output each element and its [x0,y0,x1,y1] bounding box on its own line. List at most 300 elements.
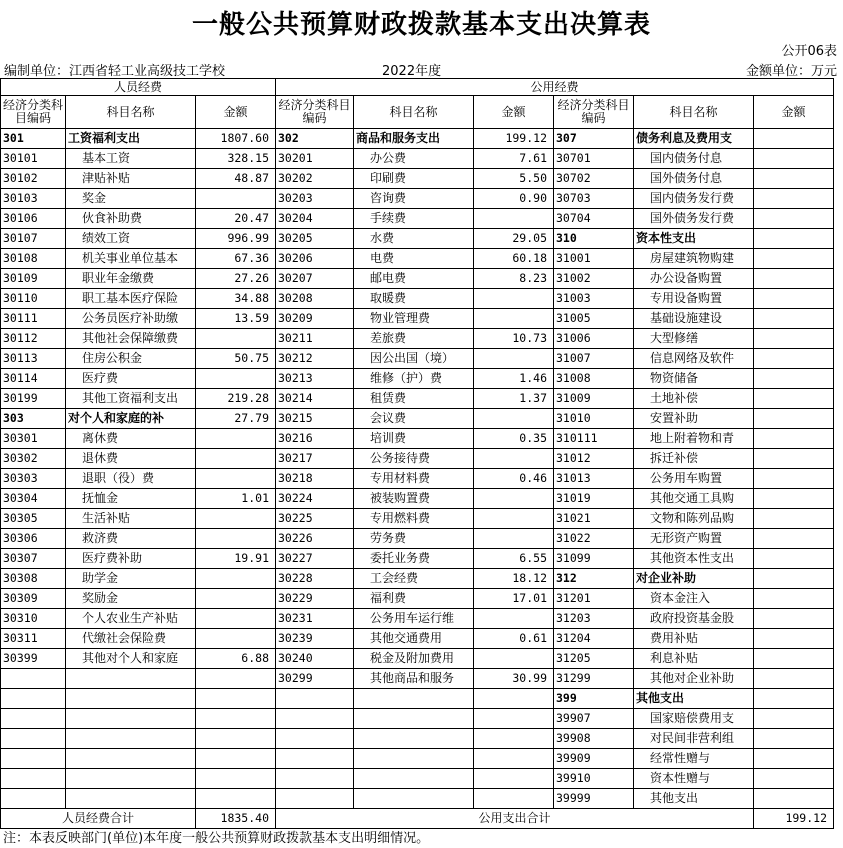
item-code: 30227 [276,549,354,569]
item-name: 职业年金缴费 [66,269,196,289]
item-amount [196,689,276,709]
table-row [1,369,834,389]
item-name [354,729,474,749]
item-name: 物资储备 [634,369,754,389]
item-name: 地上附着物和青 [634,429,754,449]
item-code: 31022 [554,529,634,549]
item-code: 31006 [554,329,634,349]
item-code: 30224 [276,489,354,509]
item-name: 抚恤金 [66,489,196,509]
item-code: 31203 [554,609,634,629]
item-code: 39908 [554,729,634,749]
item-name: 因公出国（境） [354,349,474,369]
item-code: 30209 [276,309,354,329]
item-code: 39907 [554,709,634,729]
table-row [1,129,834,149]
reporting-unit: 编制单位：江西省轻工业高级技工学校 [4,64,226,79]
item-name: 奖金 [66,189,196,209]
item-code: 39909 [554,749,634,769]
item-code: 31204 [554,629,634,649]
item-amount [754,749,834,769]
item-code: 30106 [1,209,66,229]
item-name: 个人农业生产补贴 [66,609,196,629]
item-code: 30202 [276,169,354,189]
item-code: 30701 [554,149,634,169]
item-amount [754,309,834,329]
item-name [354,749,474,769]
amount-header: 金额 [196,96,276,129]
item-amount [754,349,834,369]
personnel-total-value: 1835.40 [196,809,276,829]
item-name: 租赁费 [354,389,474,409]
item-name: 会议费 [354,409,474,429]
item-amount [754,489,834,509]
fiscal-year: 2022年度 [382,64,442,79]
item-code: 31021 [554,509,634,529]
item-name [354,769,474,789]
table-row [1,589,834,609]
item-code [276,769,354,789]
item-amount: 50.75 [196,349,276,369]
table-row [1,569,834,589]
item-name: 职工基本医疗保险 [66,289,196,309]
item-code: 31019 [554,489,634,509]
item-name: 国外债务付息 [634,169,754,189]
item-name: 工资福利支出 [66,129,196,149]
item-amount [196,669,276,689]
table-row [1,549,834,569]
item-code [276,749,354,769]
item-code: 30306 [1,529,66,549]
item-code [1,749,66,769]
item-code: 30214 [276,389,354,409]
item-code: 31009 [554,389,634,409]
item-amount [754,529,834,549]
code-header: 经济分类科目编码 [276,96,354,129]
amount-unit: 金额单位：万元 [745,64,837,79]
group-header-row [1,79,834,96]
item-name: 专用燃料费 [354,509,474,529]
item-code: 31012 [554,449,634,469]
item-code: 30201 [276,149,354,169]
item-name: 咨询费 [354,189,474,209]
item-name: 劳务费 [354,529,474,549]
code-header: 经济分类科目编码 [554,96,634,129]
item-name: 对民间非营利组 [634,729,754,749]
item-name: 公务接待费 [354,449,474,469]
item-name: 退职（役）费 [66,469,196,489]
item-amount: 20.47 [196,209,276,229]
item-amount: 13.59 [196,309,276,329]
item-amount: 7.61 [474,149,554,169]
item-amount [474,309,554,329]
item-code: 30218 [276,469,354,489]
table-row [1,789,834,809]
table-row [1,229,834,249]
item-name: 其他支出 [634,689,754,709]
item-amount: 219.28 [196,389,276,409]
item-amount [754,709,834,729]
item-code: 30112 [1,329,66,349]
item-code: 31002 [554,269,634,289]
item-amount [474,529,554,549]
item-amount: 996.99 [196,229,276,249]
item-amount [196,509,276,529]
item-name: 津贴补贴 [66,169,196,189]
item-name [66,669,196,689]
item-name [66,709,196,729]
item-amount [754,269,834,289]
item-amount [196,469,276,489]
item-code: 30111 [1,309,66,329]
item-amount: 67.36 [196,249,276,269]
item-name: 信息网络及软件 [634,349,754,369]
item-amount [754,769,834,789]
item-amount: 6.55 [474,549,554,569]
item-code: 30311 [1,629,66,649]
item-name: 印刷费 [354,169,474,189]
item-amount [474,729,554,749]
item-name: 退休费 [66,449,196,469]
table-row [1,389,834,409]
item-amount [196,569,276,589]
item-code [1,769,66,789]
item-code: 30240 [276,649,354,669]
footnote: 注：本表反映部门(单位)本年度一般公共预算财政拨款基本支出明细情况。 [3,831,430,846]
item-amount [196,729,276,749]
item-name: 资本性支出 [634,229,754,249]
item-amount [196,609,276,629]
item-name: 机关事业单位基本 [66,249,196,269]
item-amount [474,709,554,729]
item-name: 其他资本性支出 [634,549,754,569]
item-name: 代缴社会保险费 [66,629,196,649]
table-row [1,169,834,189]
item-amount [754,609,834,629]
item-amount: 6.88 [196,649,276,669]
item-name: 电费 [354,249,474,269]
name-header: 科目名称 [634,96,754,129]
item-name: 经常性赠与 [634,749,754,769]
item-amount: 27.26 [196,269,276,289]
item-amount: 8.23 [474,269,554,289]
item-amount [754,629,834,649]
item-name: 助学金 [66,569,196,589]
item-name: 奖励金 [66,589,196,609]
item-name: 政府投资基金股 [634,609,754,629]
item-code: 399 [554,689,634,709]
item-code: 30301 [1,429,66,449]
item-amount [196,369,276,389]
item-name: 税金及附加费用 [354,649,474,669]
item-amount: 34.88 [196,289,276,309]
item-code: 30308 [1,569,66,589]
item-name: 医疗费 [66,369,196,389]
item-amount: 0.90 [474,189,554,209]
item-amount [474,649,554,669]
item-code: 30703 [554,189,634,209]
item-code [276,729,354,749]
item-code: 30399 [1,649,66,669]
item-code: 30309 [1,589,66,609]
item-amount: 60.18 [474,249,554,269]
item-name: 拆迁补偿 [634,449,754,469]
item-name: 国外债务发行费 [634,209,754,229]
item-amount [754,549,834,569]
item-name: 邮电费 [354,269,474,289]
item-name: 国家赔偿费用支 [634,709,754,729]
item-name: 培训费 [354,429,474,449]
item-code: 30302 [1,449,66,469]
item-name: 基础设施建设 [634,309,754,329]
item-amount [196,769,276,789]
item-code: 30239 [276,629,354,649]
item-name: 房屋建筑物购建 [634,249,754,269]
item-code: 30217 [276,449,354,469]
item-amount: 19.91 [196,549,276,569]
table-row [1,749,834,769]
item-amount [474,789,554,809]
item-amount [196,629,276,649]
item-name: 绩效工资 [66,229,196,249]
item-name: 办公设备购置 [634,269,754,289]
public-total-value: 199.12 [754,809,834,829]
item-code: 30206 [276,249,354,269]
item-amount [754,369,834,389]
item-code: 31003 [554,289,634,309]
item-amount [196,429,276,449]
item-amount [754,589,834,609]
item-amount [754,249,834,269]
item-code: 31201 [554,589,634,609]
item-name: 公务用车购置 [634,469,754,489]
item-name: 费用补贴 [634,629,754,649]
item-amount [474,289,554,309]
item-amount: 27.79 [196,409,276,429]
personnel-total-label: 人员经费合计 [1,809,196,829]
item-amount: 29.05 [474,229,554,249]
item-amount: 17.01 [474,589,554,609]
item-name: 其他交通工具购 [634,489,754,509]
item-amount: 0.35 [474,429,554,449]
table-row [1,189,834,209]
item-amount: 10.73 [474,329,554,349]
item-amount [196,449,276,469]
item-amount: 328.15 [196,149,276,169]
item-amount [754,789,834,809]
item-amount [754,329,834,349]
item-name: 专用设备购置 [634,289,754,309]
item-code: 301 [1,129,66,149]
item-amount [754,229,834,249]
item-code: 30228 [276,569,354,589]
item-name: 伙食补助费 [66,209,196,229]
table-row [1,629,834,649]
name-header: 科目名称 [354,96,474,129]
item-code [1,669,66,689]
item-name: 公务员医疗补助缴 [66,309,196,329]
item-code [276,709,354,729]
item-amount [754,149,834,169]
item-amount [754,729,834,749]
item-amount [474,509,554,529]
item-name: 专用材料费 [354,469,474,489]
item-code: 30229 [276,589,354,609]
item-code: 307 [554,129,634,149]
item-code: 30102 [1,169,66,189]
item-code: 30101 [1,149,66,169]
budget-table [0,78,834,829]
item-amount: 199.12 [474,129,554,149]
table-row [1,529,834,549]
item-code: 30310 [1,609,66,629]
table-row [1,709,834,729]
totals-row [1,809,834,829]
item-code: 39999 [554,789,634,809]
item-code: 30108 [1,249,66,269]
item-amount [196,529,276,549]
amount-header: 金额 [754,96,834,129]
item-code: 31005 [554,309,634,329]
item-name: 其他对企业补助 [634,669,754,689]
item-code: 310 [554,229,634,249]
item-code: 31007 [554,349,634,369]
item-amount [474,769,554,789]
item-code: 31008 [554,369,634,389]
item-code: 30215 [276,409,354,429]
table-row [1,769,834,789]
item-amount [754,469,834,489]
item-name: 被装购置费 [354,489,474,509]
item-name: 利息补贴 [634,649,754,669]
item-amount [196,789,276,809]
item-name [66,769,196,789]
item-name: 其他支出 [634,789,754,809]
item-name: 取暖费 [354,289,474,309]
item-name: 基本工资 [66,149,196,169]
item-name: 对企业补助 [634,569,754,589]
table-row [1,729,834,749]
table-row [1,249,834,269]
item-amount [474,749,554,769]
item-code: 31013 [554,469,634,489]
item-amount [474,609,554,629]
item-name: 救济费 [66,529,196,549]
item-code: 31205 [554,649,634,669]
item-name [66,689,196,709]
item-amount [196,329,276,349]
item-amount [754,669,834,689]
item-code: 30304 [1,489,66,509]
item-name: 其他工资福利支出 [66,389,196,409]
item-code: 31299 [554,669,634,689]
item-code: 30205 [276,229,354,249]
item-code: 30299 [276,669,354,689]
item-name: 办公费 [354,149,474,169]
item-code: 30216 [276,429,354,449]
table-row [1,689,834,709]
item-code: 30103 [1,189,66,209]
table-row [1,269,834,289]
item-amount: 30.99 [474,669,554,689]
item-name: 离休费 [66,429,196,449]
item-amount: 1807.60 [196,129,276,149]
code-header: 经济分类科目编码 [1,96,66,129]
item-code: 30213 [276,369,354,389]
item-name: 土地补偿 [634,389,754,409]
item-name [66,789,196,809]
table-row [1,609,834,629]
name-header: 科目名称 [66,96,196,129]
table-row [1,429,834,449]
public-header: 公用经费 [276,79,834,96]
item-name: 差旅费 [354,329,474,349]
item-name: 住房公积金 [66,349,196,369]
item-name: 文物和陈列品购 [634,509,754,529]
item-amount [196,589,276,609]
item-amount: 5.50 [474,169,554,189]
item-amount [474,449,554,469]
item-code: 302 [276,129,354,149]
item-code [276,689,354,709]
item-name: 其他交通费用 [354,629,474,649]
table-row [1,329,834,349]
item-name: 国内债务付息 [634,149,754,169]
item-code: 31010 [554,409,634,429]
item-amount [754,429,834,449]
item-name: 物业管理费 [354,309,474,329]
item-code: 30107 [1,229,66,249]
item-amount [754,569,834,589]
item-code: 31099 [554,549,634,569]
item-code: 312 [554,569,634,589]
item-amount [754,649,834,669]
table-row [1,209,834,229]
table-row [1,649,834,669]
item-code: 31001 [554,249,634,269]
item-code [1,789,66,809]
item-code: 30113 [1,349,66,369]
item-name: 水费 [354,229,474,249]
item-code: 30702 [554,169,634,189]
item-amount [754,509,834,529]
item-name [66,729,196,749]
amount-header: 金额 [474,96,554,129]
item-amount [754,289,834,309]
public-total-label: 公用支出合计 [276,809,754,829]
item-name: 对个人和家庭的补 [66,409,196,429]
item-name: 其他对个人和家庭 [66,649,196,669]
item-code: 30305 [1,509,66,529]
column-header-row [1,96,834,129]
item-name: 资本金注入 [634,589,754,609]
item-name: 资本性赠与 [634,769,754,789]
table-row [1,289,834,309]
item-code: 30225 [276,509,354,529]
item-name [354,689,474,709]
item-name [354,789,474,809]
table-row [1,449,834,469]
meta-row [0,60,843,78]
item-amount [754,129,834,149]
item-code: 30226 [276,529,354,549]
item-name: 其他商品和服务 [354,669,474,689]
table-row [1,469,834,489]
item-name: 委托业务费 [354,549,474,569]
table-row [1,669,834,689]
table-row [1,349,834,369]
table-row [1,509,834,529]
